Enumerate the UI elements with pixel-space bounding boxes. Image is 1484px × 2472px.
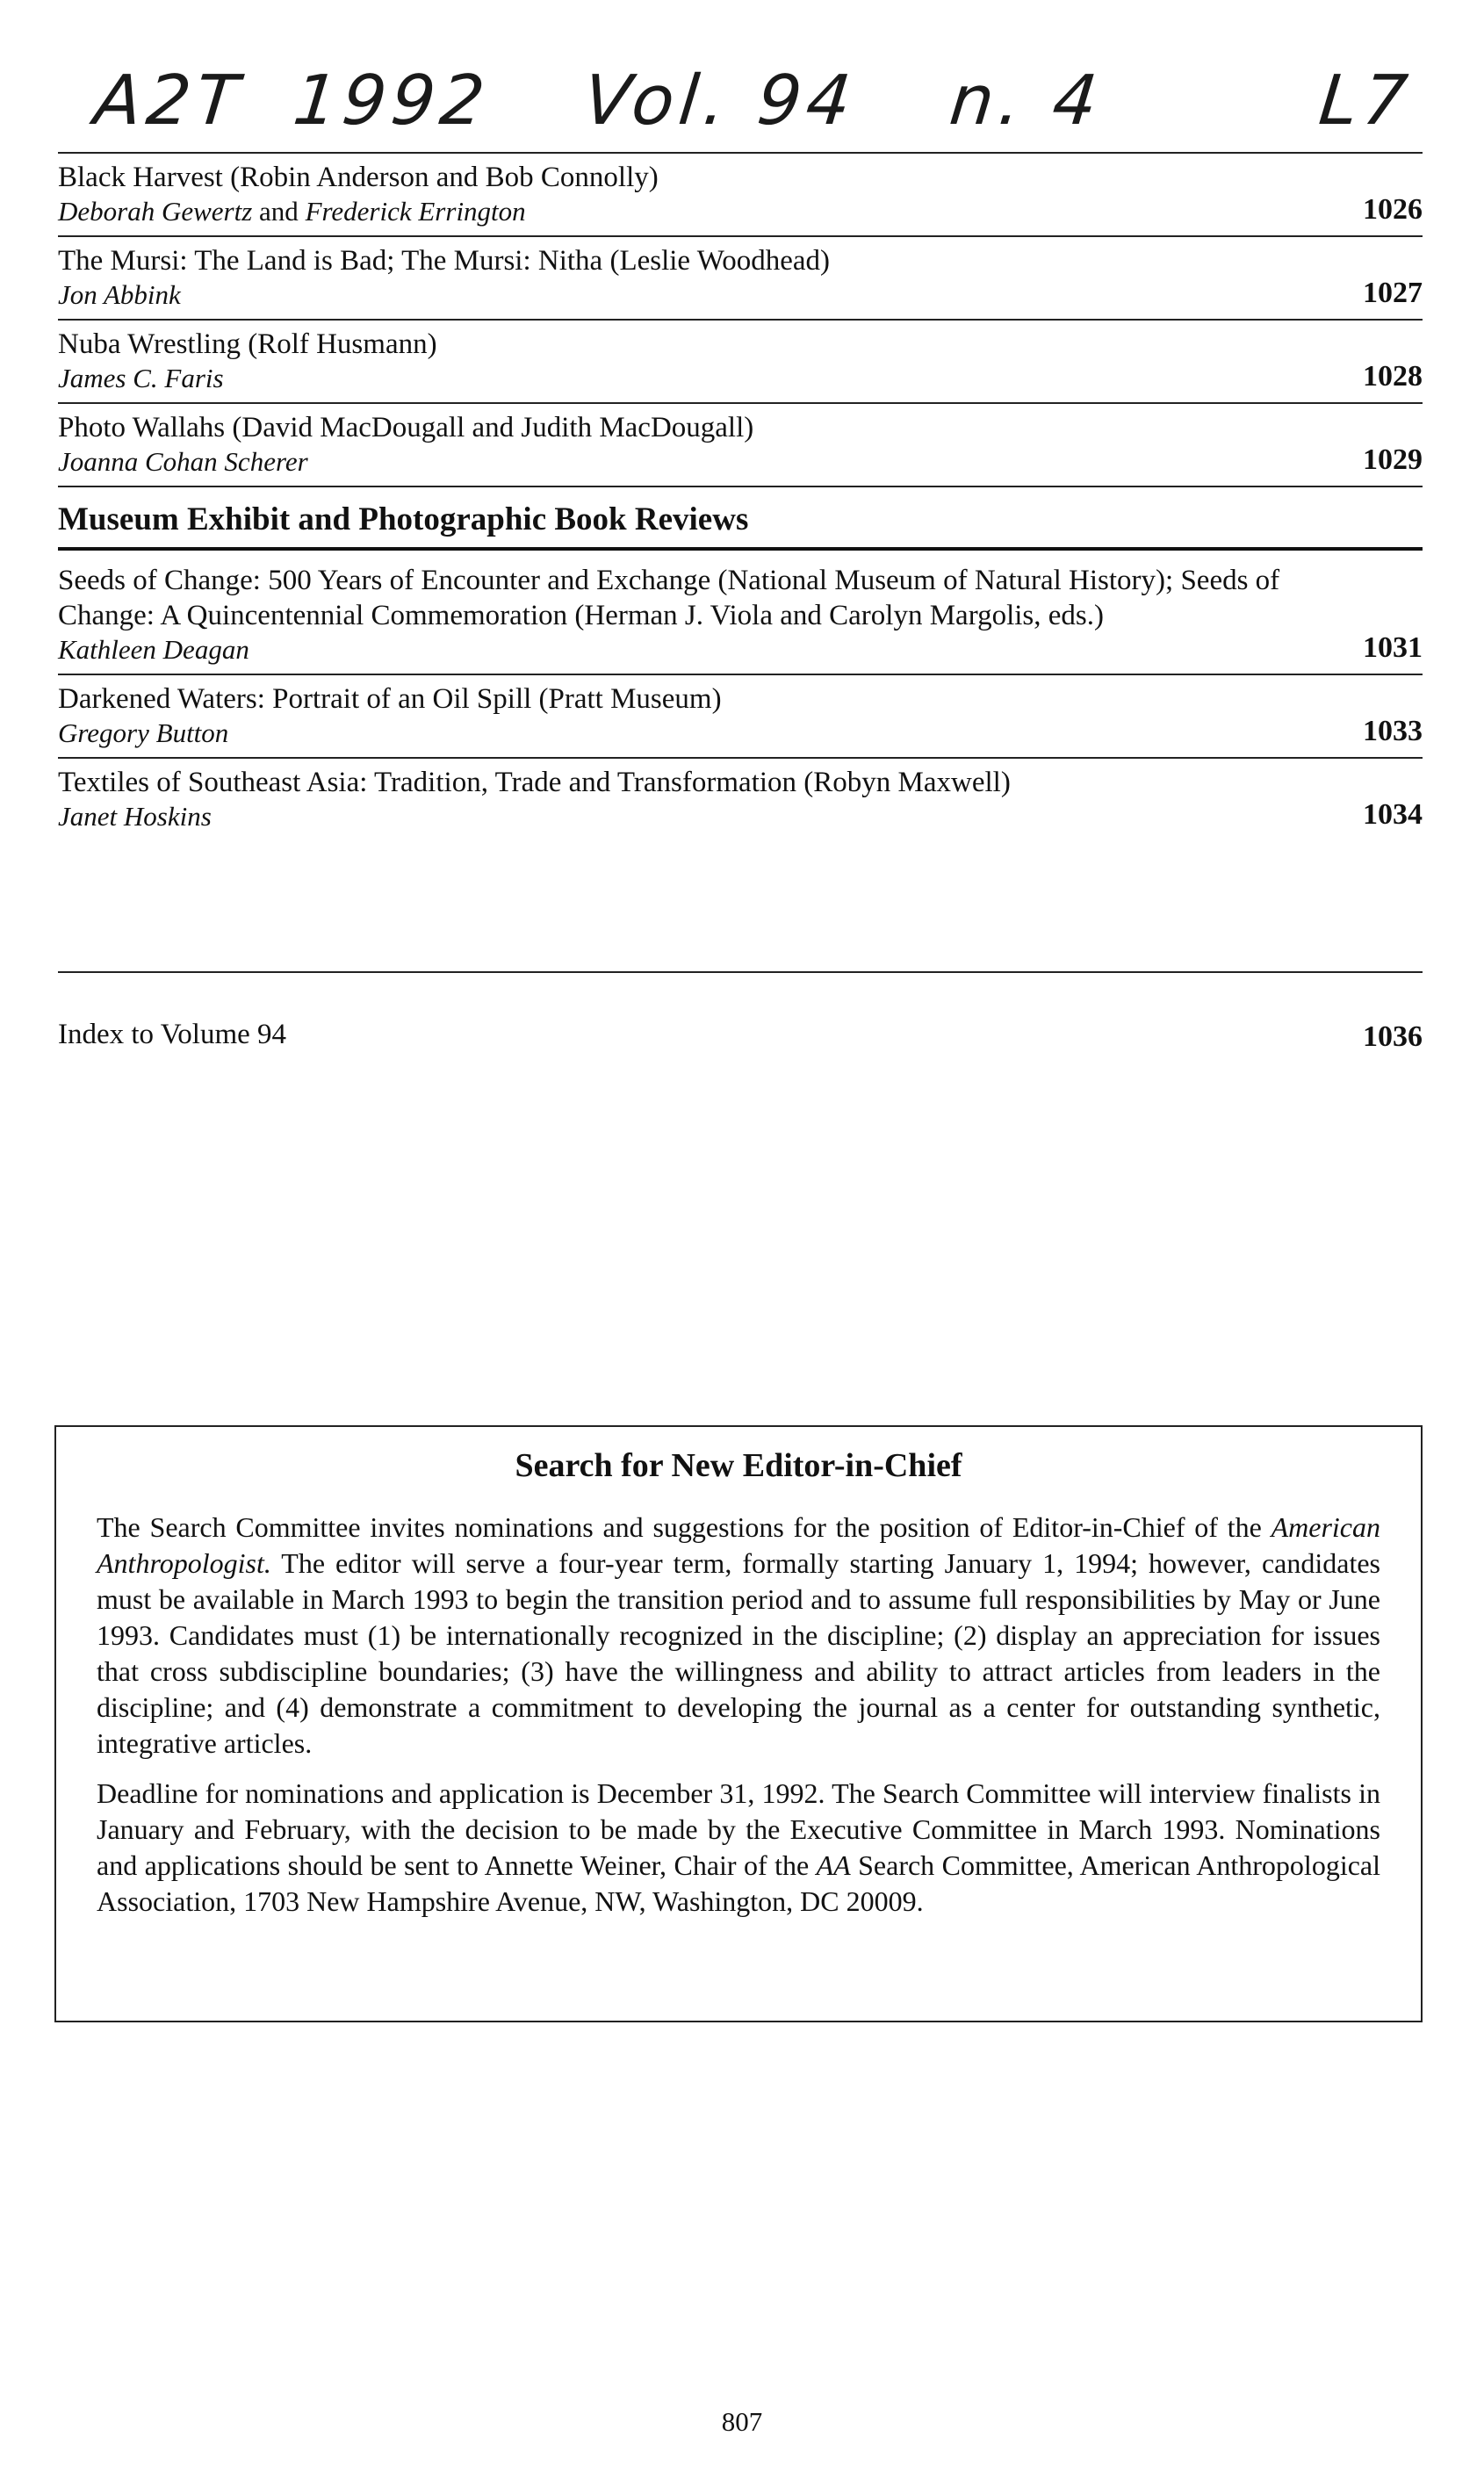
notice-text: The Search Committee invites nominations and suggestions for the position of Editor-in-Chief of the (97, 1511, 1271, 1543)
reviewer-names (58, 278, 1423, 312)
handwritten-note-segment: 1992 (289, 61, 493, 141)
handwritten-note-segment: Vol. 94 (580, 61, 860, 141)
review-title: The Mursi: The Land is Bad; The Mursi: Nitha (Leslie Woodhead) (58, 245, 831, 277)
section-heading: Museum Exhibit and Photographic Book Reviews (58, 486, 1423, 551)
review-title: Black Harvest (Robin Anderson and Bob Connolly) (58, 162, 659, 193)
reviewer-name: Deborah Gewertz (58, 196, 253, 227)
notice-text: The editor will serve a four-year term, formally starting January 1, 1994; however, candidates must be available in March 1993 to begin the transition period and to assume full responsibilities by May or June 1993. Candidates must (1) be internationally recognized in the discipline; (2) display an appreciation for issues that cross subdiscipline boundaries; (3) have the willingness and ability to attract articles from leaders in the discipline; and (4) demonstrate a commitment to developing the journal as a center for outstanding synthetic, integrative articles. (97, 1547, 1380, 1759)
notice-text: Deadline for nominations and application is December 31, 1992. The Search Committee will interview finalists in January and February, with the decision to be made by the Executive Committee in March 1993. Nominations and applications should be sent to Annette Weiner, Chair of the (97, 1777, 1380, 1881)
page-ref: 1027 (1363, 277, 1423, 309)
review-title: Textiles of Southeast Asia: Tradition, Trade and Transformation (Robyn Maxwell) (58, 767, 1011, 798)
handwritten-note-segment: A2T (90, 61, 248, 141)
review-entry (58, 152, 1423, 235)
review-entry (58, 674, 1423, 757)
review-title: Darkened Waters: Portrait of an Oil Spill (Pratt Museum) (58, 683, 722, 715)
table-of-contents (58, 152, 1423, 840)
review-entry (58, 757, 1423, 840)
review-title: Nuba Wrestling (Rolf Husmann) (58, 328, 437, 360)
handwritten-note-segment: n. 4 (946, 61, 1106, 141)
index-entry (58, 971, 1423, 1052)
reviewer-name: James C. Faris (58, 363, 224, 393)
reviewer-name: Gregory Button (58, 717, 229, 748)
review-list-museum (58, 551, 1423, 840)
page-ref: 1026 (1363, 193, 1423, 226)
page-number: 807 (721, 2406, 763, 2437)
page-ref: 1034 (1363, 798, 1423, 831)
review-title: Photo Wallahs (David MacDougall and Judith MacDougall) (58, 412, 754, 443)
handwritten-note-segment: L7 (1315, 61, 1416, 141)
journal-title: American Anthropologist. (97, 1511, 1380, 1579)
reviewer-name: Joanna Cohan Scherer (58, 446, 308, 477)
reviewer-name: Janet Hoskins (58, 801, 212, 832)
reviewer-name: Kathleen Deagan (58, 634, 249, 665)
notice-heading: Search for New Editor-in-Chief (515, 1447, 962, 1484)
page-ref: 1028 (1363, 360, 1423, 393)
notice-text: Search Committee, American Anthropological Association, 1703 New Hampshire Avenue, NW, Washington, DC 20009. (97, 1849, 1381, 1917)
index-label: Index to Volume 94 (58, 1019, 287, 1050)
reviewer-names (58, 633, 1423, 667)
page-ref: 1029 (1363, 443, 1423, 476)
reviewer-names (58, 800, 1423, 833)
notice-paragraph (97, 1510, 1380, 1762)
review-entry (58, 319, 1423, 402)
page-ref: 1031 (1363, 631, 1423, 664)
reviewer-names (58, 445, 1423, 479)
review-entry (58, 551, 1423, 674)
reviewer-names (58, 195, 1423, 228)
reviewer-name: Jon Abbink (58, 279, 181, 310)
page-ref: 1033 (1363, 715, 1423, 747)
reviewer-names (58, 362, 1423, 395)
reviewer-name: Frederick Errington (305, 196, 526, 227)
handwritten-note (90, 53, 1435, 149)
index-page-number: 1036 (1363, 1020, 1423, 1053)
editor-search-notice (54, 1425, 1423, 2022)
reviewer-names (58, 717, 1423, 750)
review-entry (58, 235, 1423, 319)
notice-paragraph (97, 1776, 1380, 1920)
review-list-films (58, 152, 1423, 486)
journal-abbreviation: AA (816, 1849, 851, 1881)
reviewer-separator: and (252, 196, 306, 227)
review-entry (58, 402, 1423, 486)
review-title: Seeds of Change: 500 Years of Encounter and Exchange (National Museum of Natural History); Seeds of Change: A Quincentennial Commemoration (Herman J. Viola and Carolyn Margolis, eds.) (58, 565, 1280, 631)
